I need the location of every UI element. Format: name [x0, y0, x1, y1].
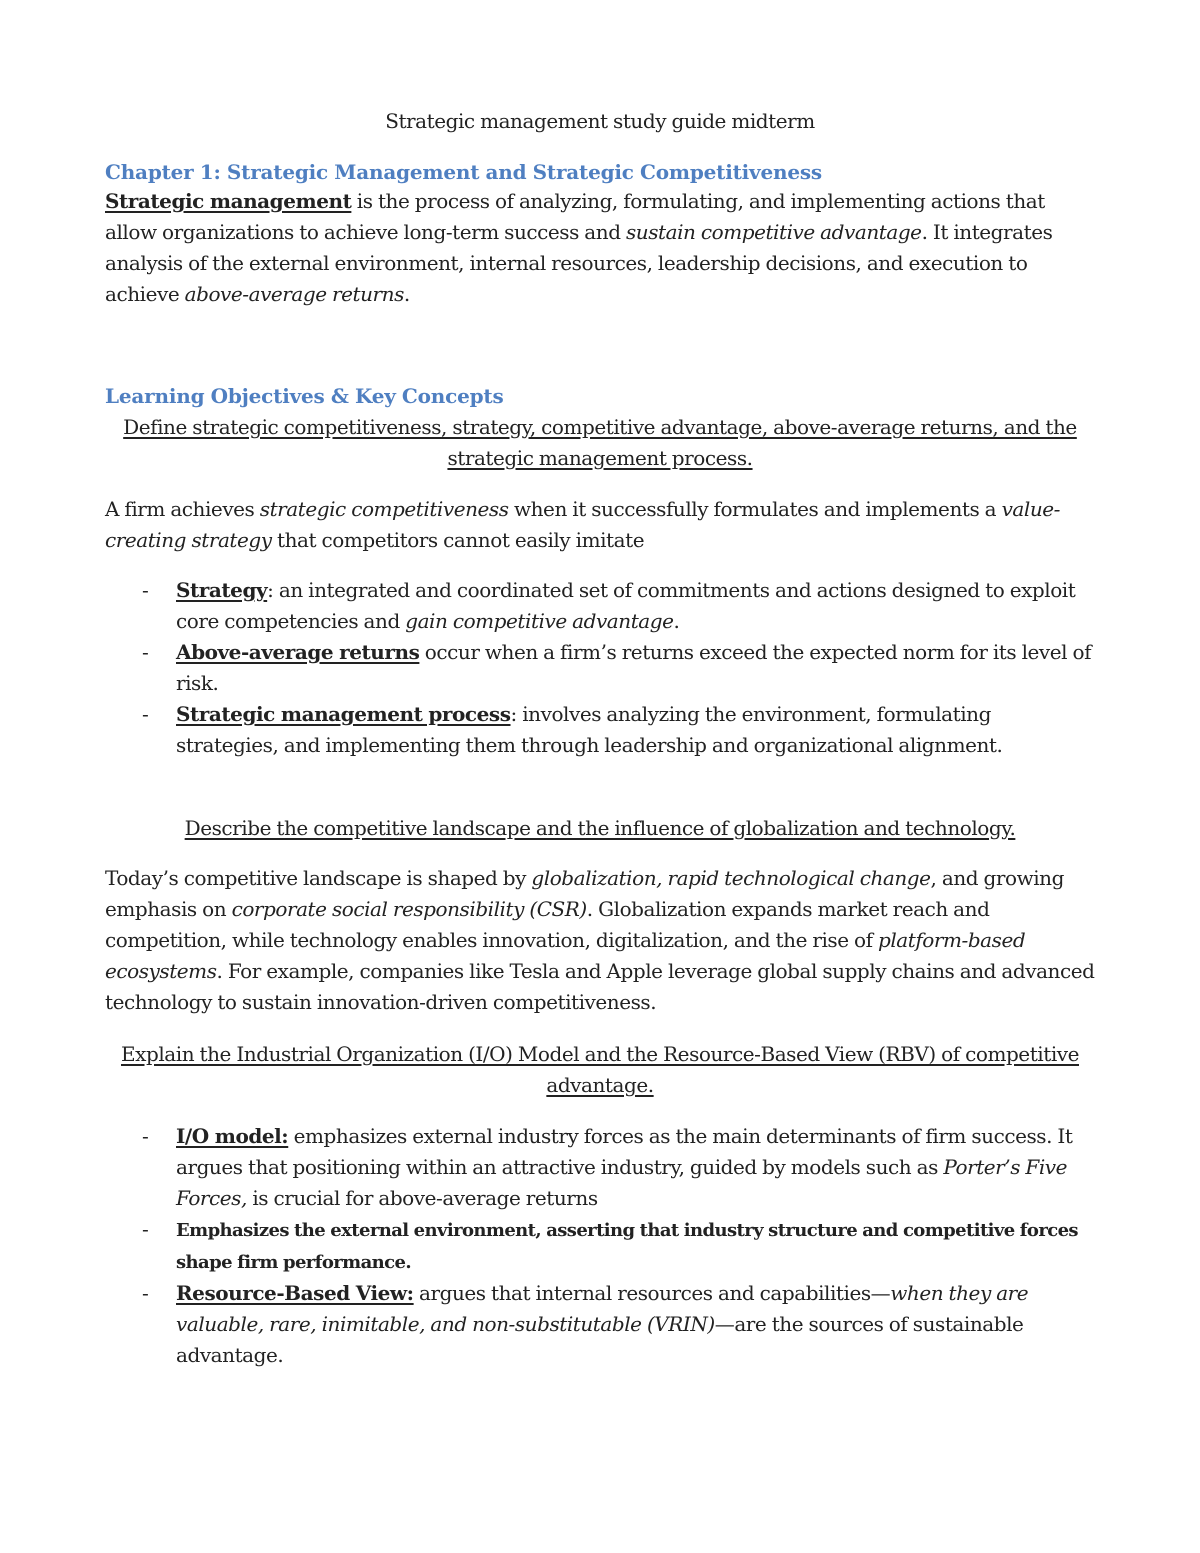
emphasis-text: sustain competitive advantage [625, 220, 922, 244]
paragraph-text: . It integrates analysis of the external environment, internal resources, leadership decisions, and execution to achieve [105, 220, 1053, 306]
objective-title: Explain the Industrial Organization (I/O) Model and the Resource-Based View (RBV) of competitive advantage. [121, 1042, 1079, 1097]
key-term: I/O model: [176, 1124, 289, 1148]
paragraph-text: when it successfully formulates and implements a [508, 497, 1002, 521]
dash-bullet-icon: - [142, 640, 149, 664]
key-term: Above-average returns [176, 640, 420, 664]
concept-list [105, 575, 1095, 761]
objective-title: Describe the competitive landscape and the influence of globalization and technology. [184, 816, 1016, 840]
paragraph-text: that competitors cannot easily imitate [271, 528, 645, 552]
chapter-heading: Chapter 1: Strategic Management and Strategic Competitiveness [105, 160, 822, 184]
dash-bullet-icon: - [142, 1281, 149, 1305]
document-title: Strategic management study guide midterm [385, 109, 815, 133]
emphasis-text: globalization, rapid technological change [531, 866, 931, 890]
objective-paragraph [105, 863, 1095, 1018]
paragraph-text: is the process of analyzing, formulating, and implementing actions that allow organizations to achieve long-term success and [105, 189, 1045, 244]
paragraph-text: . [403, 282, 410, 306]
emphasis-text: strategic competitiveness [259, 497, 509, 521]
item-text: emphasizes external industry forces as the main determinants of firm success. It argues that positioning within an attractive industry, guided by models such as [176, 1124, 1073, 1179]
objective-title: Define strategic competitiveness, strategy, competitive advantage, above-average returns, and the strategic management process. [123, 415, 1077, 470]
item-text: : involves analyzing the environment, formulating strategies, and implementing them through leadership and organizational alignment. [176, 702, 1003, 757]
key-term: Strategic management process [176, 702, 511, 726]
item-text: . [673, 609, 680, 633]
item-text: argues that internal resources and capabilities— [413, 1281, 891, 1305]
paragraph-text: . For example, companies like Tesla and Apple leverage global supply chains and advanced technology to sustain innovation-driven competitiveness. [105, 959, 1095, 1014]
emphasis-text: corporate social responsibility (CSR) [231, 897, 587, 921]
item-text: —are the sources of sustainable advantage. [176, 1312, 1024, 1367]
item-text: is crucial for above-average returns [246, 1186, 598, 1210]
paragraph-text: A firm achieves [105, 497, 260, 521]
item-text: Emphasizes the external environment, asserting that industry structure and competitive forces shape firm performance. [176, 1220, 1078, 1273]
item-text: occur when a firm’s returns exceed the expected norm for its level of risk. [176, 640, 1092, 695]
dash-bullet-icon: - [142, 1124, 149, 1148]
emphasis-text: gain competitive advantage [405, 609, 674, 633]
objective-paragraph [105, 494, 1095, 556]
list-item [105, 1278, 1095, 1371]
emphasis-text: value-creating strategy [105, 497, 1060, 552]
paragraph-text: Today’s competitive landscape is shaped by [105, 866, 532, 890]
dash-bullet-icon: - [142, 1217, 149, 1241]
list-item [105, 699, 1095, 761]
key-term: Strategic management [105, 189, 352, 213]
list-item [105, 637, 1095, 699]
list-item [105, 1214, 1095, 1278]
paragraph-text: . Globalization expands market reach and competition, while technology enables innovation, digitalization, and the rise of [105, 897, 990, 952]
intro-paragraph [105, 186, 1095, 310]
item-text: : an integrated and coordinated set of commitments and actions designed to exploit core competencies and [176, 578, 1076, 633]
section-heading: Learning Objectives & Key Concepts [105, 384, 504, 408]
dash-bullet-icon: - [142, 702, 149, 726]
model-list [105, 1121, 1095, 1371]
emphasis-text: Porter’s Five Forces, [176, 1155, 1068, 1210]
paragraph-text: , and growing emphasis on [105, 866, 1064, 921]
list-item [105, 1121, 1095, 1214]
emphasis-text: platform-based ecosystems [105, 928, 1026, 983]
key-term: Resource-Based View: [176, 1281, 414, 1305]
list-item [105, 575, 1095, 637]
emphasis-text: when they are valuable, rare, inimitable, and non-substitutable (VRIN) [176, 1281, 1029, 1336]
dash-bullet-icon: - [142, 578, 149, 602]
emphasis-text: above-average returns [184, 282, 404, 306]
key-term: Strategy [176, 578, 268, 602]
